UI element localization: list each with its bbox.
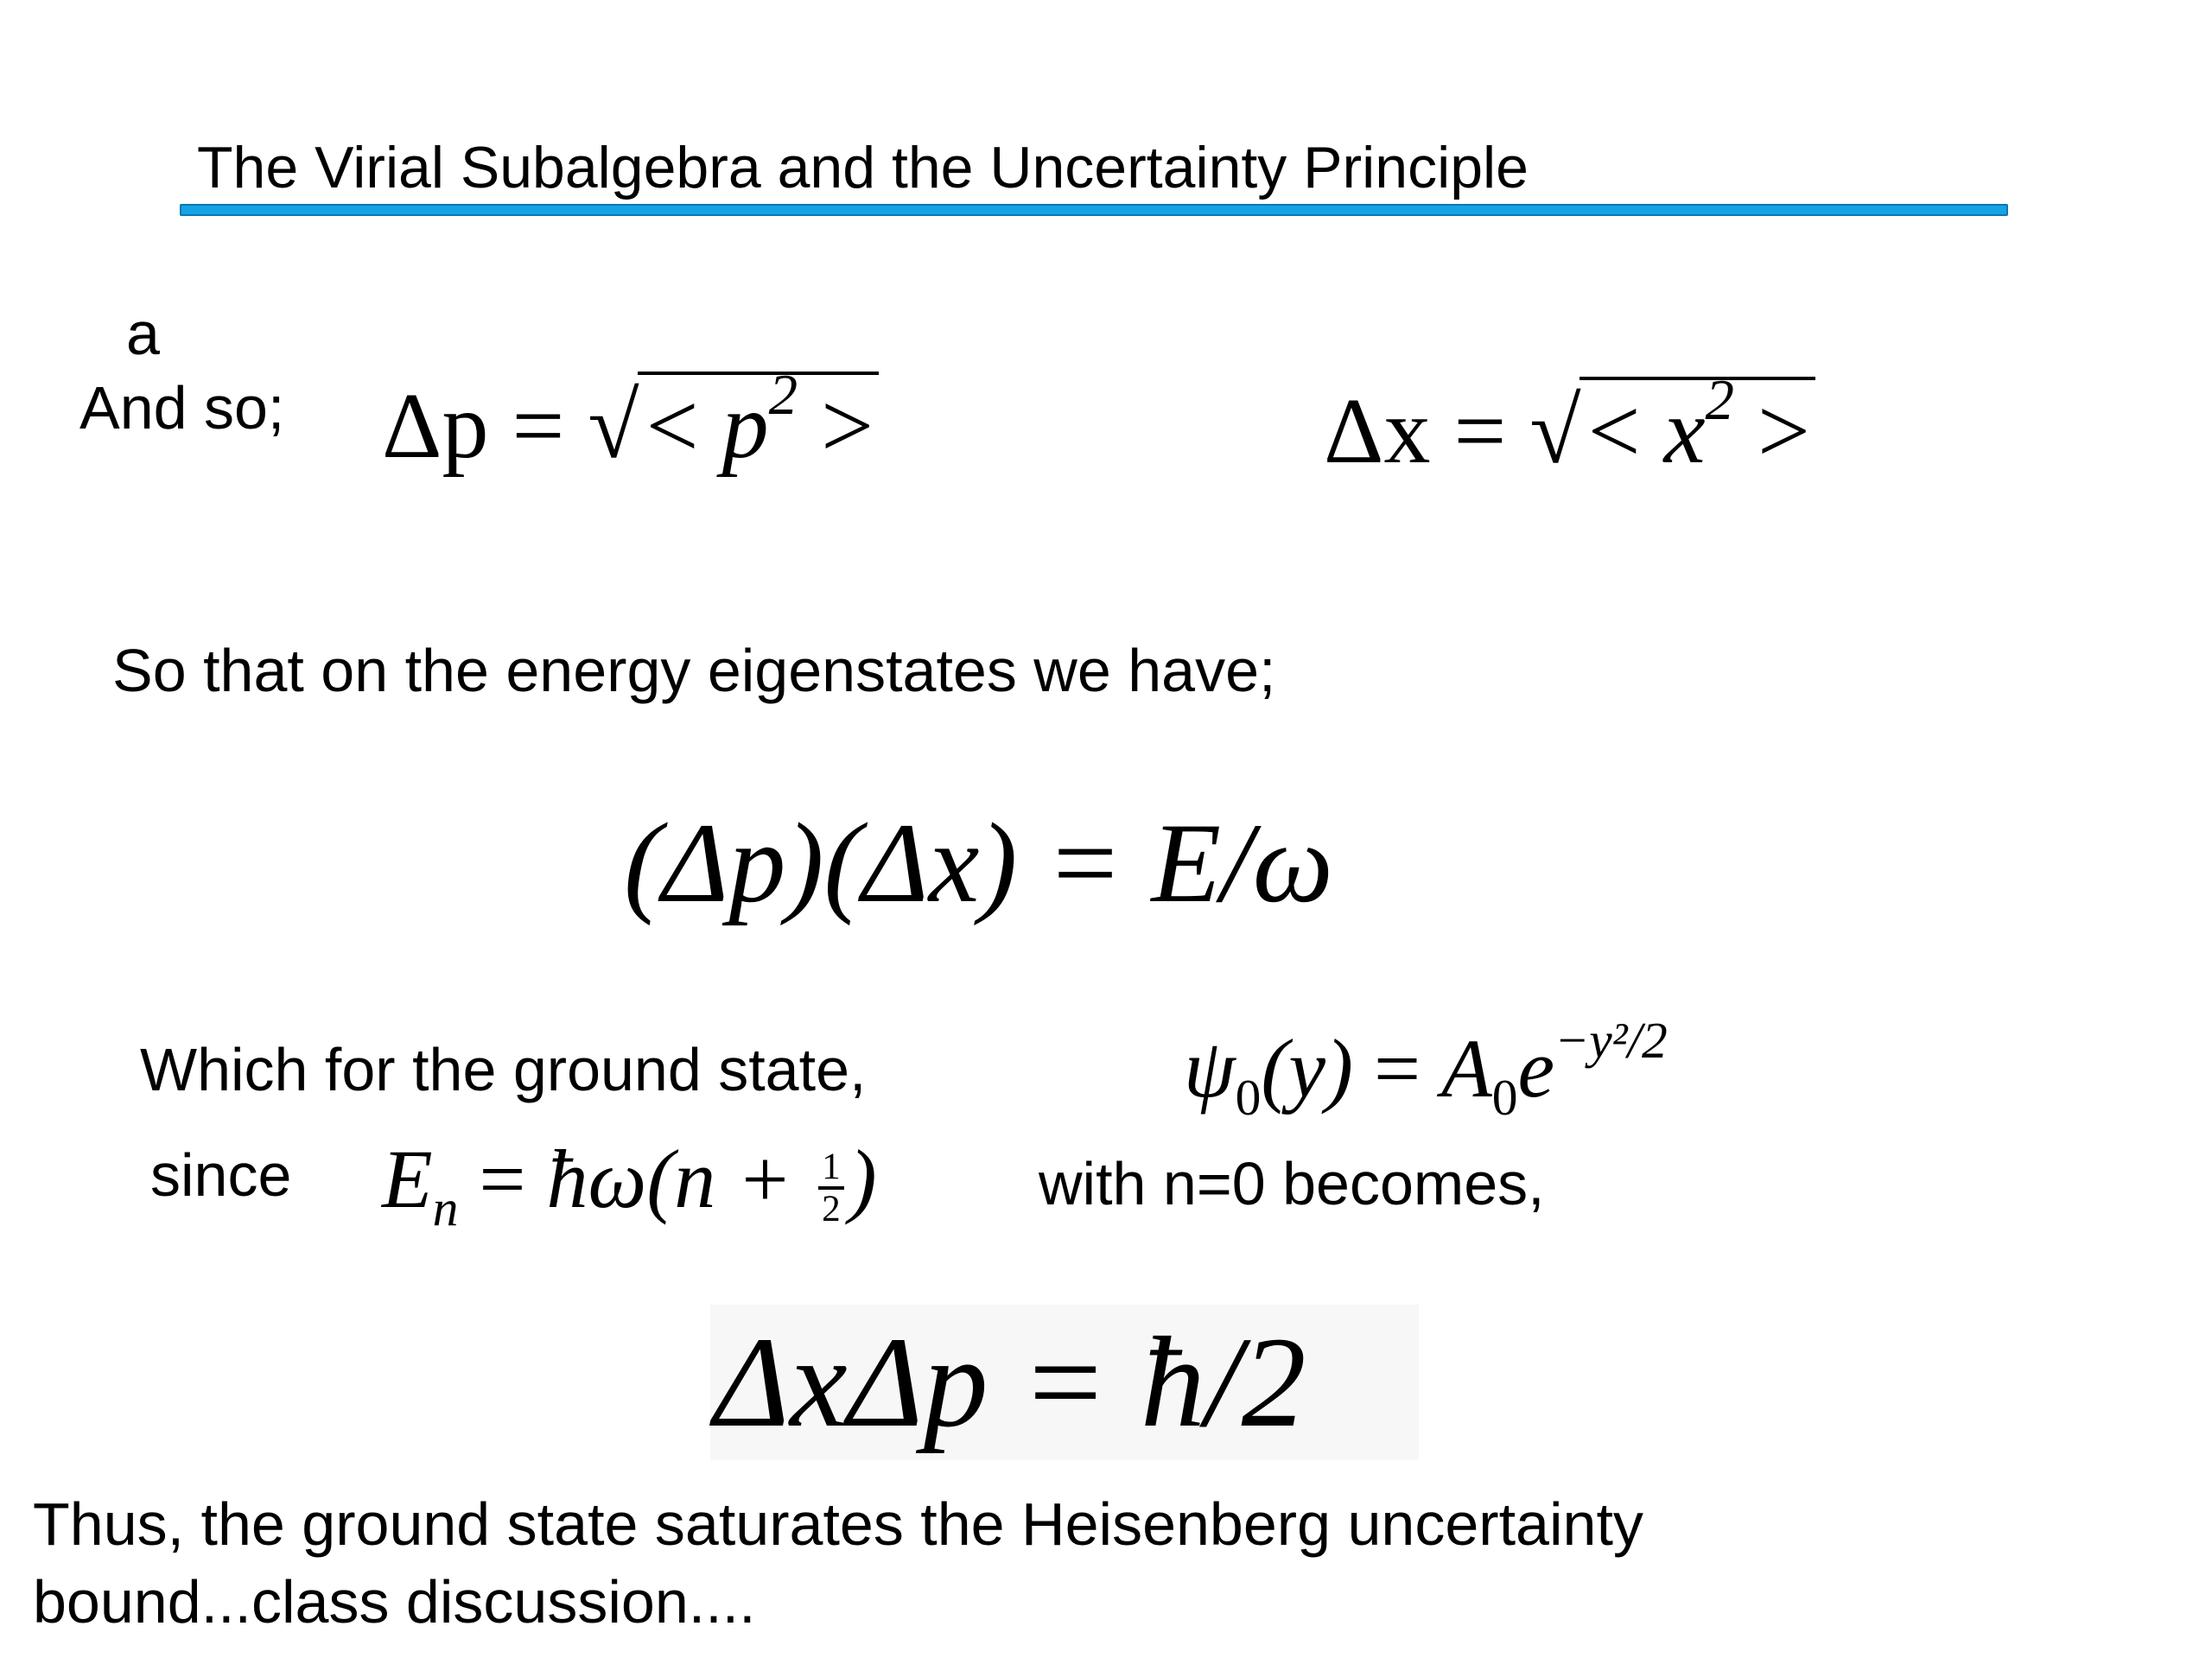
eq-dx-lhs: Δx [1324,380,1431,483]
eq-En-fraction [818,1147,844,1229]
so-that-text: So that on the energy eigenstates we have; [112,637,1276,704]
since-text: since [150,1141,292,1209]
eq-dp-lhs: Δp [382,375,489,478]
which-for-text: Which for the ground state, [140,1036,867,1103]
eq-psi-arg: (y) [1261,1022,1353,1115]
eq-En-frac-num: 1 [818,1147,844,1190]
eq-dp-exp: 2 [768,362,798,427]
equation-psi [1184,1012,1668,1126]
eq-En-sub: n [432,1178,459,1236]
eq-psi-lhs: ψ [1184,1022,1236,1115]
eq-psi-e: e [1517,1022,1555,1115]
radical-sign: √ [1529,380,1581,483]
conclusion-line-1: Thus, the ground state saturates the Heisenberg uncertainty [33,1490,1643,1558]
eq-dx-equals: = [1430,380,1530,483]
eq-dx-var: x [1663,380,1706,483]
eq-psi-A: A [1441,1022,1492,1115]
and-so-label: And so; [79,374,285,441]
eq-En-equals: = [458,1133,547,1225]
eq-dx-sqrt [1529,367,1815,484]
eq-En-E: E [382,1133,433,1225]
eq-dx-gt: > [1734,380,1810,483]
eq-dp-equals: = [488,375,588,478]
eq-En-body: ħω(n + [546,1133,814,1225]
radical-sign: √ [588,375,639,478]
eq-dx-radicand [1580,367,1815,484]
equation-energy [382,1132,877,1236]
equation-product: (Δp)(Δx) = E/ω [624,799,1333,926]
slide-title: The Virial Subalgebra and the Uncertainty Principle [197,135,1529,200]
eq-psi-exp: −y²/2 [1554,1012,1668,1070]
stray-mark: a [126,300,160,367]
eq-dx-lt: < [1587,380,1664,483]
eq-psi-equals: = [1352,1022,1442,1115]
equation-saturation: ΔxΔp = ħ/2 [714,1311,1306,1454]
eq-dp-lt: < [645,375,722,478]
with-n0-text: with n=0 becomes, [1039,1150,1545,1217]
eq-dp-var: p [721,375,769,478]
eq-dx-exp: 2 [1705,367,1734,432]
conclusion-line-2: bound...class discussion.... [33,1568,756,1636]
equation-delta-x [1324,367,1815,484]
equation-delta-p [382,362,879,479]
eq-dp-sqrt [588,362,879,479]
eq-dp-radicand [638,362,879,479]
title-underline [180,204,2008,216]
eq-psi-sub: 0 [1235,1068,1262,1126]
eq-psi-A-sub: 0 [1491,1068,1518,1126]
eq-dp-gt: > [798,375,874,478]
eq-En-frac-den: 2 [822,1188,841,1229]
eq-En-close: ) [849,1133,877,1225]
